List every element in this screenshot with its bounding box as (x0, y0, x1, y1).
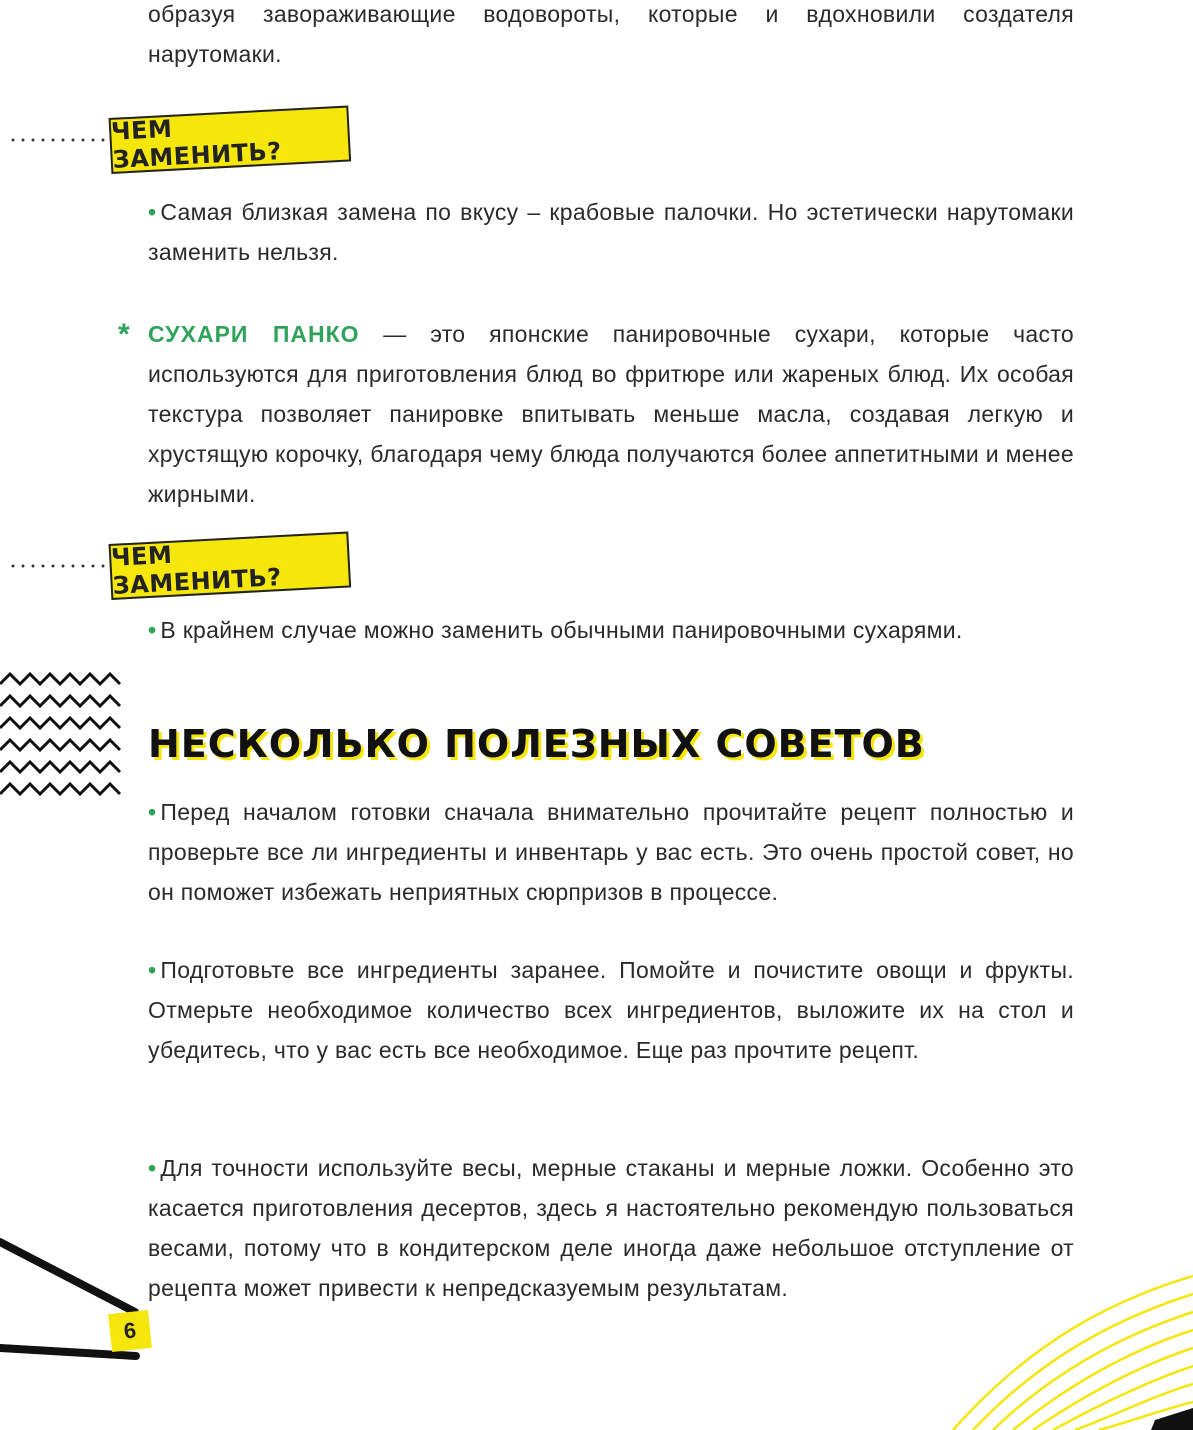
panko-paragraph (148, 314, 1074, 514)
bullet-icon: • (148, 799, 157, 825)
bullet-icon: • (148, 199, 157, 225)
substitute-label: ЧЕМ ЗАМЕНИТЬ? (109, 105, 352, 173)
bullet-icon: • (148, 617, 157, 643)
dotted-leader (8, 138, 106, 142)
substitute-paragraph (148, 610, 1074, 650)
intro-paragraph (148, 0, 1074, 74)
yellow-wave-lines-decoration (893, 1270, 1193, 1430)
bullet-icon: • (148, 957, 157, 983)
section-heading: НЕСКОЛЬКО ПОЛЕЗНЫХ СОВЕТОВ (148, 722, 925, 766)
tip-paragraph (148, 950, 1074, 1070)
dotted-leader (8, 564, 106, 568)
substitute-text: Самая близкая замена по вкусу – крабовые палочки. Но эстетически нарутомаки заменить нельзя. (148, 199, 1074, 265)
panko-text: — это японские панировочные сухари, которые часто используются для приготовления блюд во фритюре или жареных блюд. Их особая текстура позволяет панировке впитывать меньше масла, создавая легкую и хрустящую корочку, благодаря чему блюда получаются более аппетитными и менее жирными. (148, 321, 1074, 507)
tip-text: Подготовьте все ингредиенты заранее. Помойте и почистите овощи и фрукты. Отмерьте необходимое количество всех ингредиентов, выложите их на стол и убедитесь, что у вас есть все необходимое. Еще раз прочтите рецепт. (148, 957, 1074, 1063)
substitute-text: В крайнем случае можно заменить обычными панировочными сухарями. (160, 617, 963, 643)
tip-text: Для точности используйте весы, мерные стаканы и мерные ложки. Особенно это касается приготовления десертов, здесь я настоятельно рекомендую пользоваться весами, потому что в кондитерском деле иногда даже небольшое отступление от рецепта может привести к непредсказуемым результатам. (148, 1155, 1074, 1301)
tip-text: Перед началом готовки сначала внимательно прочитайте рецепт полностью и проверьте все ли ингредиенты и инвентарь у вас есть. Это очень простой совет, но он поможет избежать неприятных сюрпризов в процессе. (148, 799, 1074, 905)
substitute-label: ЧЕМ ЗАМЕНИТЬ? (109, 531, 352, 599)
page-number: 6 (108, 1310, 152, 1352)
substitute-paragraph (148, 192, 1074, 272)
zigzag-decoration (0, 668, 128, 818)
bullet-icon: • (148, 1155, 157, 1181)
asterisk-icon: * (118, 318, 130, 351)
tip-paragraph (148, 792, 1074, 912)
panko-term: СУХАРИ ПАНКО (148, 321, 360, 347)
intro-text: образуя завораживающие водовороты, которые и вдохновили создателя нарутомаки. (148, 1, 1074, 67)
